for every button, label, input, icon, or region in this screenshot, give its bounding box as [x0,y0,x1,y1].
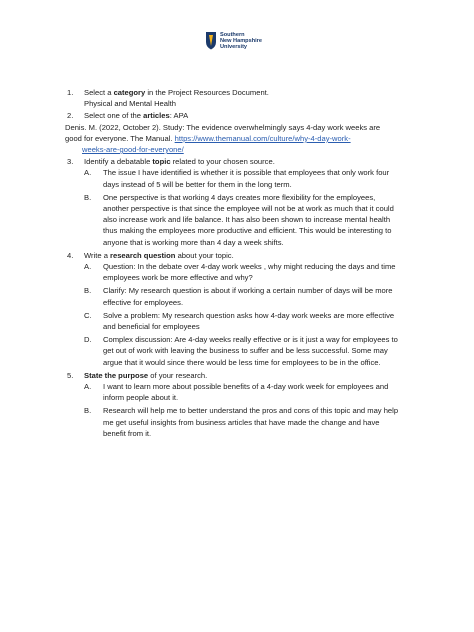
sub-letter: D. [84,335,92,345]
sub-letter: A. [84,262,92,272]
prompt-text: of your research. [148,370,208,380]
item-prompt [84,87,417,98]
sub-letter: B. [84,286,92,296]
sub-item [84,167,417,189]
item-number: 1. [67,88,74,97]
item-prompt [84,110,417,121]
citation-line: Denis. M. (2022, October 2). Study: The evidence overwhelmingly says 4-day work weeks are [65,122,381,132]
prompt-text: about your topic. [175,250,234,260]
list-item [67,87,417,109]
citation [65,122,417,156]
logo-line: New Hampshire [220,37,262,44]
prompt-text: Write a [84,250,111,260]
item-prompt [84,370,417,381]
prompt-text: : APA [169,111,189,121]
sub-item [84,261,417,283]
sub-line: I want to learn more about possible benefits of a 4-day work week for employees and [103,382,389,392]
prompt-keyword: articles [143,111,170,121]
sub-letter: A. [84,168,92,178]
sub-line: employees work be more effective and why? [103,273,253,283]
sub-line: Clarify: My research question is about if working a certain number of days will be more [103,286,393,296]
sub-line: thus making the employees more productive and efficient. This would be interesting to [103,226,392,236]
sub-letter: B. [84,406,92,416]
sub-line: Solve a problem: My research question asks how 4-day work weeks are more effective [103,310,395,320]
sub-letter: C. [84,310,92,320]
sub-line: inform people about it. [103,393,179,403]
item-prompt [84,156,417,167]
logo-line: Southern [220,31,245,38]
list-item [67,250,417,261]
item-answer: Physical and Mental Health [84,99,177,109]
logo-line: University [220,43,248,50]
prompt-keyword: research question [110,250,176,260]
citation-link[interactable]: https://www.themanual.com/culture/why-4-day-work- [174,133,351,143]
sub-line: effective for employees. [103,297,184,307]
sub-line: Complex discussion: Are 4-day weeks really effective or is it just a way for employees to [103,335,398,345]
citation-line [65,133,417,144]
sub-item [84,381,417,403]
sub-line: The issue I have identified is whether it is possible that employees that only work four [103,168,390,178]
sub-item [84,285,417,307]
prompt-keyword: State the purpose [84,370,149,380]
item-number: 3. [67,157,74,167]
list-item [67,156,417,167]
sub-line: another perspective is that since the employee will not be at work as much that it could [103,204,394,214]
sub-line: One perspective is that working 4 days creates more flexibility for the employees, [103,192,376,202]
sub-line: and beneficial for employees [103,322,200,332]
citation-link-cont[interactable] [65,144,417,155]
item-number: 4. [67,250,74,260]
prompt-keyword: topic [152,157,171,167]
citation-text: good for everyone. The Manual. [65,133,175,143]
prompt-text: related to your chosen source. [170,157,275,167]
item-number: 2. [67,111,74,121]
sub-item [84,334,417,368]
list-item [67,110,417,121]
prompt-keyword: category [113,88,146,97]
item-number: 5. [67,370,74,380]
sub-line: days instead of 5 will be better for them in the long term. [103,179,292,189]
sub-item [84,192,417,248]
sub-line: me get useful insights from business articles that have made the change and have [103,417,380,427]
sub-line: Research will help me to better understand the pros and cons of this topic and may help [103,406,399,416]
logo-text [220,32,262,50]
sub-line: get out of work with leaving the business to suffer and be less successful. Some may [103,346,388,356]
sub-letter: B. [84,192,92,202]
document-body [67,87,417,439]
sub-item [84,405,417,439]
citation-link[interactable]: weeks-are-good-for-everyone/ [82,145,184,155]
prompt-text: Select one of the [84,111,144,121]
sub-line: also increase work and life balance. It has also been shown to increase mental health [103,215,391,225]
sub-line: argue that it would since there would be less time for employees to be in the office. [103,357,381,367]
sub-line: Question: In the debate over 4-day work weeks , why might reducing the days and time [103,262,396,272]
shield-icon [205,31,217,50]
sub-line: anyone that is working more than 4 day a week shifts. [103,237,284,247]
prompt-text: in the Project Resources Document. [145,88,269,97]
sub-letter: A. [84,382,92,392]
list-item [67,370,417,381]
sub-item [84,310,417,332]
sub-line: benefit from it. [103,428,152,438]
prompt-text: Identify a debatable [84,157,153,167]
item-prompt [84,250,417,261]
university-logo [205,31,262,50]
prompt-text: Select a [84,88,114,97]
